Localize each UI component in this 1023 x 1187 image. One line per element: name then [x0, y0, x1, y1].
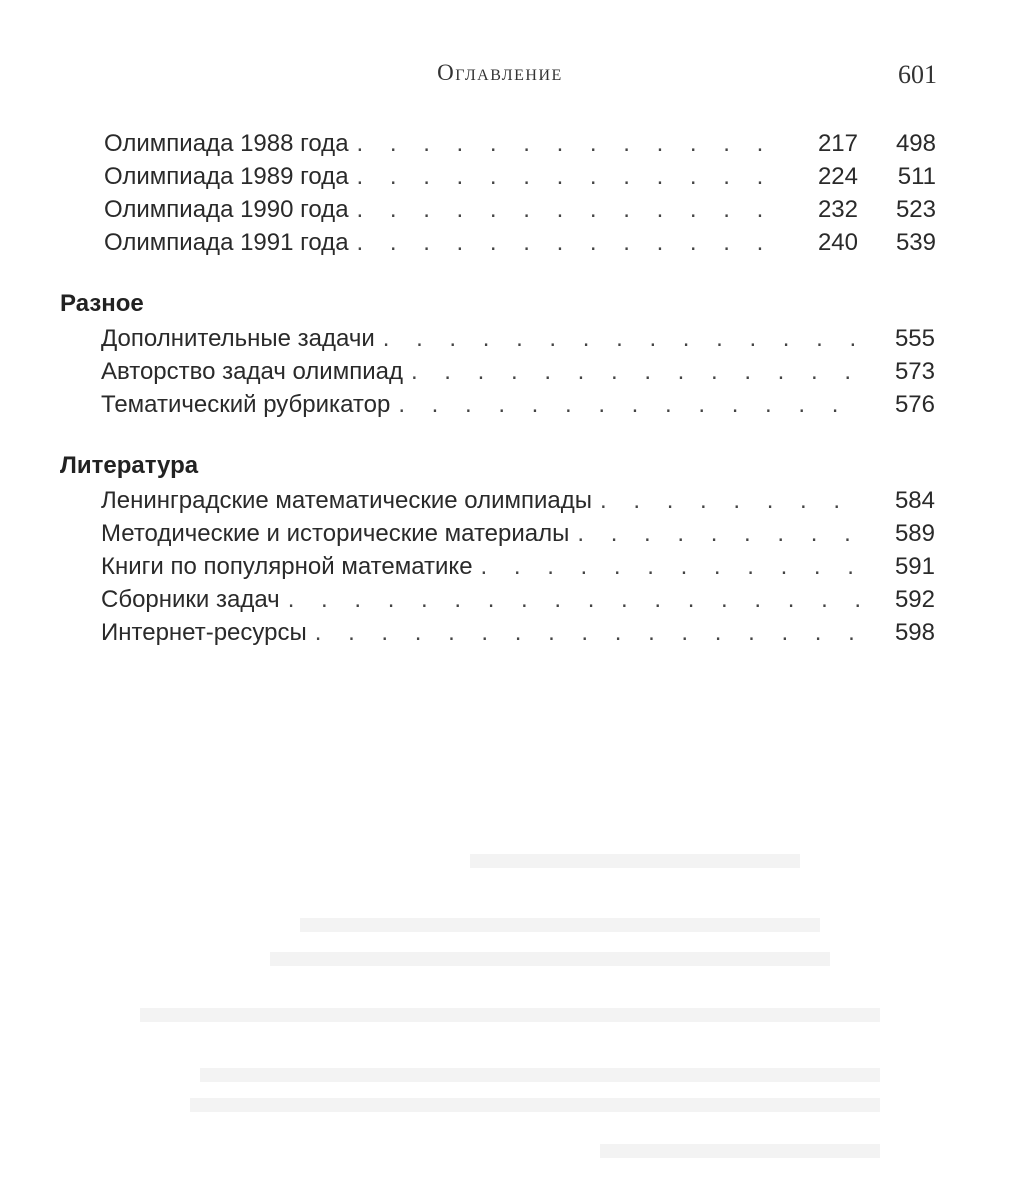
toc-entry-label: Дополнительные задачи: [101, 325, 375, 352]
dot-leader: [411, 358, 867, 386]
toc-entry-popular-math-books[interactable]: [101, 553, 935, 586]
section-heading-misc: Разное: [60, 290, 144, 317]
toc-entry-label: Тематический рубрикатор: [101, 391, 391, 418]
toc-entry-label: Методические и исторические материалы: [101, 520, 570, 547]
problems-page: 232: [817, 196, 858, 223]
dot-leader: [577, 520, 867, 548]
toc-entry-page: 573: [894, 358, 935, 385]
toc-entry-methodical-materials[interactable]: [101, 520, 935, 553]
running-head: [0, 56, 1023, 96]
toc-entry-page: 589: [894, 520, 935, 547]
problems-page: 217: [817, 130, 858, 157]
solutions-page: 539: [895, 229, 936, 256]
dot-leader: [315, 619, 867, 647]
toc-entry-extra-problems[interactable]: [101, 325, 935, 358]
toc-entry-olympiad-1989[interactable]: [104, 163, 936, 196]
solutions-page: 523: [895, 196, 936, 223]
toc-entry-label: Интернет-ресурсы: [101, 619, 307, 646]
running-title: Оглавление: [437, 60, 563, 85]
dot-leader: [600, 487, 867, 515]
section-heading-literature: Литература: [60, 452, 199, 479]
toc-entry-label: Сборники задач: [101, 586, 280, 613]
toc-entry-leningrad-olympiads[interactable]: [101, 487, 935, 520]
reverse-side-bleed-through: [0, 830, 1023, 1187]
toc-entry-olympiad-1988[interactable]: [104, 130, 936, 163]
dot-leader: [357, 130, 790, 158]
dot-leader: [383, 325, 867, 353]
toc-entry-page: 591: [894, 553, 935, 580]
toc-entry-problem-authorship[interactable]: [101, 358, 935, 391]
toc-entry-label: Ленинградские математические олимпиады: [101, 487, 593, 514]
dot-leader: [398, 391, 867, 419]
dot-leader: [288, 586, 867, 614]
solutions-page: 511: [897, 163, 936, 190]
toc-entry-page: 555: [894, 325, 935, 352]
problems-page: 224: [817, 163, 858, 190]
toc-entry-olympiad-1991[interactable]: [104, 229, 936, 262]
toc-entry-label: Олимпиада 1988 года: [104, 130, 349, 157]
problems-page: 240: [817, 229, 858, 256]
toc-entry-olympiad-1990[interactable]: [104, 196, 936, 229]
page-number: 601: [898, 60, 937, 89]
dot-leader: [357, 163, 790, 191]
toc-entry-problem-collections[interactable]: [101, 586, 935, 619]
toc-entry-internet-resources[interactable]: [101, 619, 935, 652]
toc-entry-page: 592: [894, 586, 935, 613]
toc-entry-label: Олимпиада 1990 года: [104, 196, 349, 223]
toc-entry-label: Авторство задач олимпиад: [101, 358, 403, 385]
toc-entry-label: Книги по популярной математике: [101, 553, 473, 580]
toc-entry-thematic-index[interactable]: [101, 391, 935, 424]
solutions-page: 498: [895, 130, 936, 157]
dot-leader: [481, 553, 867, 581]
toc-entry-page: 576: [894, 391, 935, 418]
dot-leader: [357, 196, 790, 224]
toc-entry-page: 598: [894, 619, 935, 646]
toc-entry-label: Олимпиада 1989 года: [104, 163, 349, 190]
toc-entry-page: 584: [894, 487, 935, 514]
dot-leader: [357, 229, 790, 257]
toc-entry-label: Олимпиада 1991 года: [104, 229, 349, 256]
